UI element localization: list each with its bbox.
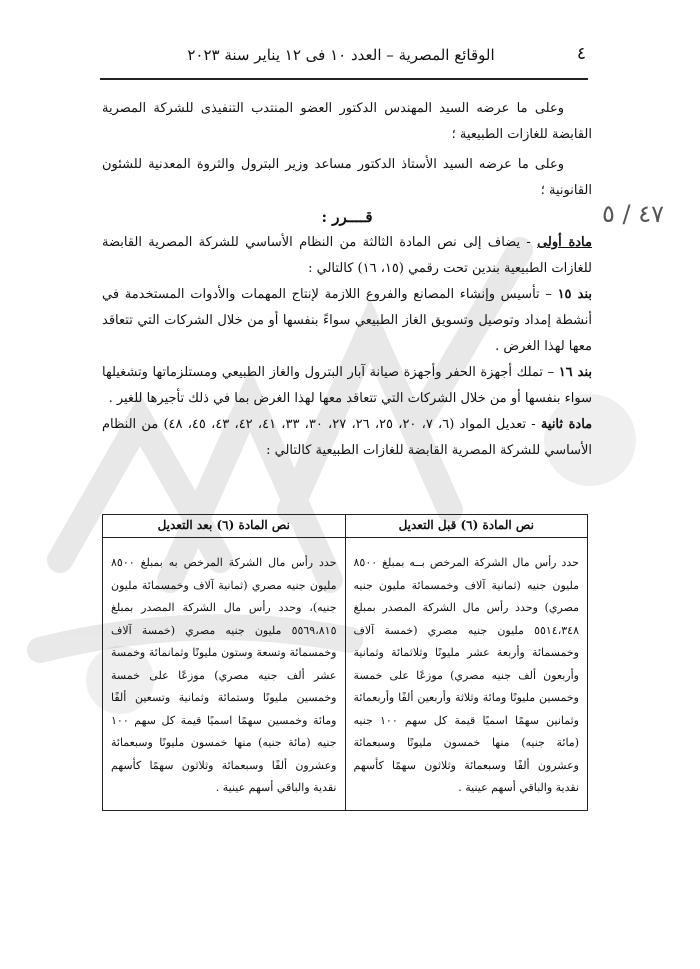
handwritten-reference: ٤٧ / ٥ [601,200,664,228]
gazette-issue-title: الوقائع المصرية – العدد ١٠ فى ١٢ يناير سنة ٢٠٢٣ [187,46,495,64]
article-two [102,412,592,464]
table-header-row [103,515,588,538]
before-text-cell: حدد رأس مال الشركة المرخص بــه بمبلغ ٨٥٠٠ مليون جنيه (ثمانية آلاف وخمسمائة مليون جنيه مصري) وحدد رأس مال الشركة المصدر بمبلغ ٥٥١٤،٣٤٨ مليون جنيه مصري (خمسة آلاف وخمسمائة وأربعة عشر مليونًا وثلاثمائة وثمانية وأربعون ألف جنيه مصري) موزعًا على خمسة وخمسين مليونًا ومائة وثلاثة وأربعين ألفًا وأربعمائة وثمانين سهمًا اسميًا قيمة كل سهم ١٠٠ جنيه (مائة جنيه) منها خمسون مليونًا وسبعمائة وعشرون ألفًا وسبعمائة وثلاثون سهمًا كأسهم نقدية والباقي أسهم عينية . [345,538,588,811]
article-two-label: مادة ثانية [540,417,593,432]
preamble-paragraph: وعلى ما عرضه السيد المهندس الدكتور العضو المنتدب التنفيذى للشركة المصرية القابضة للغازات الطبيعية ؛ [102,101,592,142]
col-after-header: نص المادة (٦) بعد التعديل [103,515,346,538]
article-two-text: - تعديل المواد (٦، ٧، ٢٠، ٢٥، ٢٦، ٢٧، ٣٠، ٣٣، ٤١، ٤٢، ٤٣، ٤٥، ٤٨) من النظام الأساسي للشركة المصرية القابضة للغازات الطبيعية كالتالي : [102,417,592,458]
document-body [102,96,592,464]
table-row [103,538,588,811]
article-one [102,230,592,282]
article-one-text: - يضاف إلى نص المادة الثالثة من النظام الأساسي للشركة المصرية القابضة للغازات الطبيعية بندين تحت رقمي (١٥، ١٦) كالتالي : [102,235,592,276]
preamble-paragraph: وعلى ما عرضه السيد الأستاذ الدكتور مساعد وزير البترول والثروة المعدنية للشئون القانونية ؛ [102,157,592,198]
item-15-label: بند ١٥ [557,287,592,302]
item-16 [102,360,592,412]
item-16-label: بند ١٦ [558,365,592,380]
header-rule [100,78,588,80]
page-header [96,44,586,70]
item-15 [102,282,592,360]
article-one-label: مادة أولى [537,235,592,250]
item-16-text: – تملك أجهزة الحفر وأجهزة صيانة آبار البترول والغاز الطبيعي ومستلزماتها وتشغيلها سواء بنفسها أو من خلال الشركات التي تتعاقد معها لهذا الغرض بما في ذلك تأجيرها للغير . [102,365,592,406]
page-number: ٤ [576,44,586,64]
amendment-table [102,514,588,811]
after-text-cell: حدد رأس مال الشركة المرخص به بمبلغ ٨٥٠٠ مليون جنيه مصري (ثمانية آلاف وخمسمائة مليون جنيه)، وحدد رأس مال الشركة المصدر بمبلغ ٥٥٦٩،٨١٥ مليون جنيه مصري (خمسة آلاف وخمسمائة وتسعة وستون مليونًا وثمانمائة وخمسة عشر ألف جنيه مصري) موزعًا على خمسة وخمسين مليونًا وستمائة وثمانية وتسعين ألفًا ومائة وخمسين سهمًا اسميًا قيمة كل سهم ١٠٠ جنيه (مائة جنيه) منها خمسون مليونًا وسبعمائة وعشرون ألفًا وسبعمائة وثلاثون سهمًا كأسهم نقدية والباقي أسهم عينية . [103,538,346,811]
decision-heading: قــــرر : [321,208,373,226]
col-before-header: نص المادة (٦) قبل التعديل [345,515,588,538]
item-15-text: – تأسيس وإنشاء المصانع والفروع اللازمة لإنتاج المهمات والأدوات المستخدمة في أنشطة إمداد وتوصيل وتسويق الغاز الطبيعي سواءً بنفسها أو من خلال الشركات التي تتعاقد معها لهذا الغرض . [102,287,592,354]
